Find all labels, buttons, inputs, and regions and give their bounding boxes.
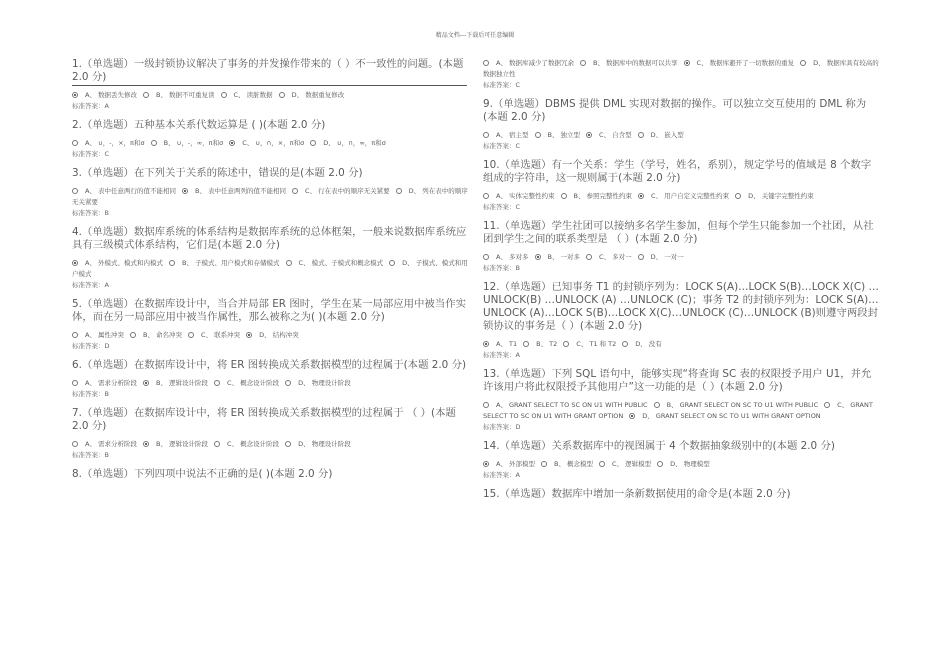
option-label: D、 嵌入型 (650, 131, 684, 139)
option-label: D、 物理设计阶段 (298, 440, 351, 448)
radio-unchecked-icon[interactable] (586, 254, 592, 260)
question-item (72, 119, 468, 159)
option-item[interactable] (292, 187, 390, 195)
option-label: B、 概念模型 (554, 460, 594, 468)
radio-unchecked-icon[interactable] (285, 380, 291, 386)
standard-answer: 标准答案：C (72, 150, 110, 158)
option-item[interactable] (286, 259, 384, 267)
option-item[interactable] (638, 131, 684, 139)
option-item[interactable] (72, 91, 137, 99)
option-label: C、 概念设计阶段 (227, 379, 280, 387)
radio-unchecked-icon[interactable] (286, 260, 292, 266)
question-title: 15.（单选题）数据库中增加一条新数据使用的命令是(本题 2.0 分) (483, 488, 791, 500)
radio-unchecked-icon[interactable] (151, 140, 157, 146)
radio-unchecked-icon[interactable] (483, 60, 489, 66)
option-label: A、 多对多 (496, 253, 529, 261)
right-column (483, 58, 879, 507)
option-label: C、 模式、子模式和概念模式 (298, 259, 384, 267)
option-label: D、 没有 (635, 340, 662, 348)
option-item[interactable] (72, 187, 176, 195)
question-title: 8.（单选题）下列四项中说法不正确的是( )(本题 2.0 分) (72, 468, 333, 480)
option-label: B、 参照完整性约束 (573, 192, 633, 200)
option-label: D、 关键字完整性约束 (748, 192, 814, 200)
radio-unchecked-icon[interactable] (72, 441, 78, 447)
radio-checked-icon[interactable] (182, 188, 188, 194)
standard-answer: 标准答案：A (483, 351, 520, 359)
radio-unchecked-icon[interactable] (130, 332, 136, 338)
option-item[interactable] (169, 259, 280, 267)
radio-unchecked-icon[interactable] (735, 193, 741, 199)
radio-unchecked-icon[interactable] (580, 60, 586, 66)
option-label: A、 T1 (496, 340, 518, 348)
options-group (483, 191, 879, 202)
option-label: B、 GRANT SELECT ON SC TO U1 WITH PUBLIC (666, 401, 819, 409)
radio-checked-icon[interactable] (586, 132, 592, 138)
radio-unchecked-icon[interactable] (599, 461, 605, 467)
option-label: C、 多对一 (599, 253, 632, 261)
radio-unchecked-icon[interactable] (657, 461, 663, 467)
option-item[interactable] (72, 139, 145, 147)
option-item[interactable] (483, 59, 574, 67)
radio-checked-icon[interactable] (535, 254, 541, 260)
option-item[interactable] (310, 139, 386, 147)
question-title: 2.（单选题）五种基本关系代数运算是 ( )(本题 2.0 分) (72, 119, 326, 131)
radio-checked-icon[interactable] (72, 92, 78, 98)
radio-checked-icon[interactable] (229, 140, 235, 146)
option-label: A、 外模式、模式和内模式 (85, 259, 164, 267)
option-item[interactable] (188, 331, 240, 339)
question-title: 9.（单选题）DBMS 提供 DML 实现对数据的操作。可以独立交互使用的 DML 称为(本题 2.0 分) (483, 98, 867, 123)
option-label: B、 命名冲突 (143, 331, 183, 339)
radio-checked-icon[interactable] (638, 193, 644, 199)
radio-unchecked-icon[interactable] (396, 188, 402, 194)
radio-checked-icon[interactable] (143, 441, 149, 447)
option-label: C、 ∪，∩，×，π和σ (242, 139, 305, 147)
option-item[interactable] (629, 412, 820, 420)
option-item[interactable] (735, 192, 814, 200)
option-label: B、 数据不可重复读 (156, 91, 215, 99)
option-label: A、 ∪，-，×，π和σ (85, 139, 145, 147)
radio-unchecked-icon[interactable] (285, 441, 291, 447)
option-label: B、 T2 (536, 340, 558, 348)
radio-unchecked-icon[interactable] (638, 254, 644, 260)
option-item[interactable] (483, 401, 648, 409)
question-item (483, 58, 879, 90)
option-label: D、 数据重复修改 (291, 91, 345, 99)
question-title: 12.（单选题）已知事务 T1 的封锁序列为：LOCK S(A)…LOCK S(B)…LOCK X(C) …UNLOCK(B) …UNLOCK (A) …UNLOCK (C)；事务 T2 的封锁序列为：LOCK S(A)…UNLOCK (A)…LOCK S(B)…LOCK X(C)…UNLOCK (C)…UNLOCK (B)则遵守两段封锁协议的事务是（ ）(本题 2.0 分) (483, 281, 879, 332)
radio-unchecked-icon[interactable] (535, 132, 541, 138)
option-label: C、 联系冲突 (201, 331, 241, 339)
radio-unchecked-icon[interactable] (214, 441, 220, 447)
question-item (72, 468, 468, 481)
question-title: 11.（单选题）学生社团可以接纳多名学生参加，但每个学生只能参加一个社团，从社团到学生之间的联系类型是 （ ）(本题 2.0 分) (483, 220, 874, 245)
option-item[interactable] (483, 192, 555, 200)
radio-unchecked-icon[interactable] (72, 332, 78, 338)
option-item[interactable] (72, 440, 137, 448)
radio-unchecked-icon[interactable] (483, 402, 489, 408)
standard-answer: 标准答案：B (483, 264, 520, 272)
question-item (72, 167, 468, 218)
standard-answer: 标准答案：C (483, 142, 521, 150)
option-item[interactable] (214, 440, 279, 448)
radio-unchecked-icon[interactable] (214, 380, 220, 386)
question-title: 13.（单选题）下列 SQL 语句中，能够实现“将查询 SC 表的权限授予用户 U1，并允许该用户将此权限授予其他用户”这一功能的是（ ）(本题 2.0 分) (483, 368, 872, 393)
radio-checked-icon[interactable] (629, 413, 635, 419)
option-item[interactable] (580, 59, 678, 67)
option-item[interactable] (130, 331, 182, 339)
standard-answer: 标准答案：A (483, 471, 520, 479)
radio-checked-icon[interactable] (72, 260, 78, 266)
option-label: D、 GRANT SELECT ON SC TO U1 WITH GRANT OPTION (642, 412, 821, 420)
option-item[interactable] (483, 340, 517, 348)
option-item[interactable] (541, 460, 593, 468)
radio-unchecked-icon[interactable] (72, 140, 78, 146)
options-group (483, 339, 879, 350)
option-label: A、 数据丢失修改 (85, 91, 138, 99)
radio-unchecked-icon[interactable] (483, 193, 489, 199)
option-label: A、 数据库减少了数据冗余 (496, 59, 575, 67)
options-group (72, 330, 468, 341)
option-item[interactable] (483, 131, 529, 139)
option-label: B、 子模式、用户模式和存储模式 (182, 259, 280, 267)
option-item[interactable] (657, 460, 710, 468)
standard-answer: 标准答案：C (483, 81, 521, 89)
option-label: A、 GRANT SELECT TO SC ON U1 WITH PUBLIC (496, 401, 648, 409)
radio-unchecked-icon[interactable] (541, 461, 547, 467)
option-label: C、 行在表中的顺序无关紧要 (305, 187, 390, 195)
option-label: B、 数据库中的数据可以共享 (593, 59, 678, 67)
radio-unchecked-icon[interactable] (622, 341, 628, 347)
radio-checked-icon[interactable] (246, 332, 252, 338)
option-label: D、 数据库具有较高的数据独立性 (483, 59, 879, 78)
radio-checked-icon[interactable] (483, 341, 489, 347)
radio-unchecked-icon[interactable] (563, 341, 569, 347)
option-item[interactable] (143, 91, 215, 99)
option-item[interactable] (72, 259, 163, 267)
question-item (483, 440, 879, 480)
standard-answer: 标准答案：D (72, 342, 110, 350)
radio-unchecked-icon[interactable] (292, 188, 298, 194)
option-item[interactable] (684, 59, 795, 67)
question-item (483, 368, 879, 432)
option-label: B、 表中任意两列的值不能相同 (195, 187, 287, 195)
option-label: A、 实体完整性约束 (496, 192, 555, 200)
standard-answer: 标准答案：D (483, 423, 521, 431)
option-label: D、 结构冲突 (259, 331, 299, 339)
option-item[interactable] (483, 253, 529, 261)
question-item (483, 159, 879, 212)
option-item[interactable] (586, 131, 632, 139)
question-title: 14.（单选题）关系数据库中的视图属于 4 个数据抽象级别中的(本题 2.0 分) (483, 440, 835, 452)
option-label: A、 表中任意两行的值不能相同 (85, 187, 177, 195)
option-label: C、 T1 和 T2 (576, 340, 617, 348)
radio-checked-icon[interactable] (483, 461, 489, 467)
option-item[interactable] (214, 379, 279, 387)
option-item[interactable] (523, 340, 557, 348)
option-label: B、 独立型 (547, 131, 581, 139)
question-item (72, 226, 468, 290)
question-item (72, 298, 468, 351)
options-group (72, 378, 468, 389)
radio-unchecked-icon[interactable] (188, 332, 194, 338)
radio-unchecked-icon[interactable] (561, 193, 567, 199)
question-item (483, 281, 879, 360)
option-label: A、 需求分析阶段 (85, 440, 138, 448)
option-label: D、 物理模型 (670, 460, 710, 468)
standard-answer: 标准答案：B (72, 451, 109, 459)
option-label: C、 GRANT SELECT TO SC ON U1 WITH GRANT OPTION (483, 401, 873, 420)
question-item (483, 98, 879, 151)
radio-unchecked-icon[interactable] (169, 260, 175, 266)
radio-unchecked-icon[interactable] (72, 380, 78, 386)
option-label: D、 ∪，∩，∞，π和σ (323, 139, 386, 147)
options-group (72, 186, 468, 208)
option-label: C、 自含型 (599, 131, 632, 139)
option-item[interactable] (151, 139, 224, 147)
radio-unchecked-icon[interactable] (72, 188, 78, 194)
option-item[interactable] (143, 379, 208, 387)
option-label: B、 一对多 (547, 253, 581, 261)
option-label: C、 读脏数据 (233, 91, 273, 99)
option-label: C、 概念设计阶段 (227, 440, 280, 448)
option-item[interactable] (535, 253, 581, 261)
question-title: 1.（单选题）一级封锁协议解决了事务的并发操作带来的（ ）不一致性的问题。(本题 2.0 分) (72, 58, 464, 83)
option-item[interactable] (638, 192, 729, 200)
option-label: B、 逻辑设计阶段 (156, 379, 209, 387)
options-group (483, 400, 879, 422)
option-item[interactable] (638, 253, 684, 261)
option-item[interactable] (563, 340, 616, 348)
option-label: A、 宿主型 (496, 131, 529, 139)
standard-answer: 标准答案：A (72, 102, 109, 110)
standard-answer: 标准答案：B (72, 390, 109, 398)
question-item (483, 220, 879, 273)
option-item[interactable] (279, 91, 345, 99)
radio-unchecked-icon[interactable] (221, 92, 227, 98)
radio-unchecked-icon[interactable] (800, 60, 806, 66)
left-column (72, 58, 468, 487)
options-group (483, 130, 879, 141)
option-label: D、 列在表中的顺序无关紧要 (72, 187, 468, 206)
option-item[interactable] (182, 187, 286, 195)
options-group (483, 252, 879, 263)
radio-unchecked-icon[interactable] (310, 140, 316, 146)
option-item[interactable] (654, 401, 819, 409)
question-title: 7.（单选题）在数据库设计中，将 ER 图转换成关系数据模型的过程属于 （ ）(本题 2.0 分) (72, 407, 456, 432)
options-group (72, 138, 468, 149)
question-item (72, 58, 468, 111)
option-item[interactable] (221, 91, 273, 99)
standard-answer: 标准答案：B (72, 209, 109, 217)
option-label: C、 数据库避开了一切数据的重复 (696, 59, 795, 67)
radio-unchecked-icon[interactable] (143, 92, 149, 98)
option-label: D、 一对一 (650, 253, 684, 261)
option-item[interactable] (586, 253, 632, 261)
option-label: A、 外部模型 (496, 460, 536, 468)
standard-answer: 标准答案：C (483, 203, 521, 211)
option-item[interactable] (285, 440, 351, 448)
question-title: 5.（单选题）在数据库设计中，当合并局部 ER 图时，学生在某一局部应用中被当作实体，而在另一局部应用中被当作属性，那么被称之为( )(本题 2.0 分) (72, 298, 466, 323)
option-label: D、 子模式、模式和用户模式 (72, 259, 468, 278)
option-label: A、 需求分析阶段 (85, 379, 138, 387)
option-label: C、 用户自定义完整性约束 (651, 192, 730, 200)
standard-answer: 标准答案：A (72, 281, 109, 289)
options-group (483, 459, 879, 470)
radio-unchecked-icon[interactable] (483, 254, 489, 260)
question-title: 6.（单选题）在数据库设计中，将 ER 图转换成关系数据模型的过程属于(本题 2.0 分) (72, 359, 467, 371)
question-title: 10.（单选题）有一个关系：学生（学号，姓名，系别），规定学号的值域是 8 个数字组成的字符串，这一规则属于(本题 2.0 分) (483, 159, 872, 184)
option-item[interactable] (72, 331, 124, 339)
option-item[interactable] (285, 379, 351, 387)
option-item[interactable] (599, 460, 651, 468)
option-label: B、 逻辑设计阶段 (156, 440, 209, 448)
option-label: A、 属性冲突 (85, 331, 125, 339)
option-item[interactable] (143, 440, 208, 448)
page-header: 精品文档---下载后可任意编辑 (435, 32, 515, 39)
option-item[interactable] (535, 131, 581, 139)
option-label: D、 物理设计阶段 (298, 379, 351, 387)
options-group (483, 58, 879, 80)
question-title: 4.（单选题）数据库系统的体系结构是数据库系统的总体框架，一般来说数据库系统应具有三级模式体系结构，它们是(本题 2.0 分) (72, 226, 467, 251)
radio-unchecked-icon[interactable] (824, 402, 830, 408)
radio-unchecked-icon[interactable] (279, 92, 285, 98)
option-item[interactable] (561, 192, 633, 200)
radio-unchecked-icon[interactable] (638, 132, 644, 138)
question-item (72, 359, 468, 399)
options-group (72, 439, 468, 450)
question-item (72, 407, 468, 460)
option-item[interactable] (483, 460, 535, 468)
radio-checked-icon[interactable] (684, 60, 690, 66)
option-label: C、 逻辑模型 (612, 460, 652, 468)
option-item[interactable] (72, 379, 137, 387)
radio-unchecked-icon[interactable] (389, 260, 395, 266)
radio-unchecked-icon[interactable] (523, 341, 529, 347)
question-title: 3.（单选题）在下列关于关系的陈述中，错误的是(本题 2.0 分) (72, 167, 363, 179)
radio-unchecked-icon[interactable] (483, 132, 489, 138)
radio-unchecked-icon[interactable] (654, 402, 660, 408)
option-label: B、 ∪，-，∞，π和σ (163, 139, 224, 147)
option-item[interactable] (622, 340, 662, 348)
option-item[interactable] (246, 331, 299, 339)
question-item (483, 488, 879, 501)
radio-checked-icon[interactable] (143, 380, 149, 386)
options-group (72, 258, 468, 280)
options-group (72, 90, 468, 101)
option-item[interactable] (229, 139, 304, 147)
